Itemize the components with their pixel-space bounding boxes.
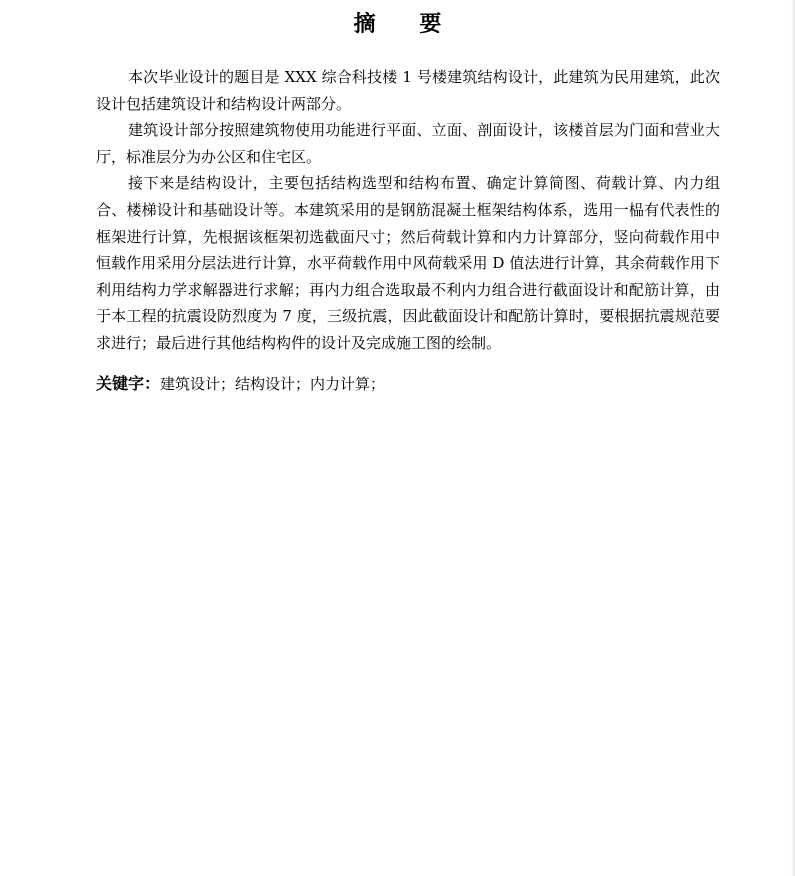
keywords-label: 关键字： bbox=[96, 374, 161, 393]
page-edge-shadow bbox=[791, 0, 795, 876]
keywords-text: 建筑设计；结构设计；内力计算； bbox=[160, 375, 386, 393]
abstract-body bbox=[96, 64, 720, 357]
page-title: 摘 要 bbox=[353, 12, 460, 37]
abstract-paragraph-3: 接下来是结构设计，主要包括结构选型和结构布置、确定计算简图、荷载计算、内力组合、楼梯设计和基础设计等。本建筑采用的是钢筋混凝土框架结构体系，选用一榀有代表性的框架进行计算，先根据该框架初选截面尺寸；然后荷载计算和内力计算部分，竖向荷载作用中恒载作用采用分层法进行计算，水平荷载作用中风荷载采用 D 值法进行计算，其余荷载作用下利用结构力学求解器进行求解；再内力组合选取最不利内力组合进行截面设计和配筋计算，由于本工程的抗震设防烈度为 7 度，三级抗震，因此截面设计和配筋计算时，要根据抗震规范要求进行；最后进行其他结构构件的设计及完成施工图的绘制。 bbox=[96, 174, 720, 352]
keywords-line bbox=[96, 371, 720, 397]
abstract-paragraph-1: 本次毕业设计的题目是 XXX 综合科技楼 1 号楼建筑结构设计，此建筑为民用建筑，此次设计包括建筑设计和结构设计两部分。 bbox=[96, 68, 720, 113]
abstract-paragraph-2: 建筑设计部分按照建筑物使用功能进行平面、立面、剖面设计，该楼首层为门面和营业大厅，标准层分为办公区和住宅区。 bbox=[96, 121, 720, 166]
